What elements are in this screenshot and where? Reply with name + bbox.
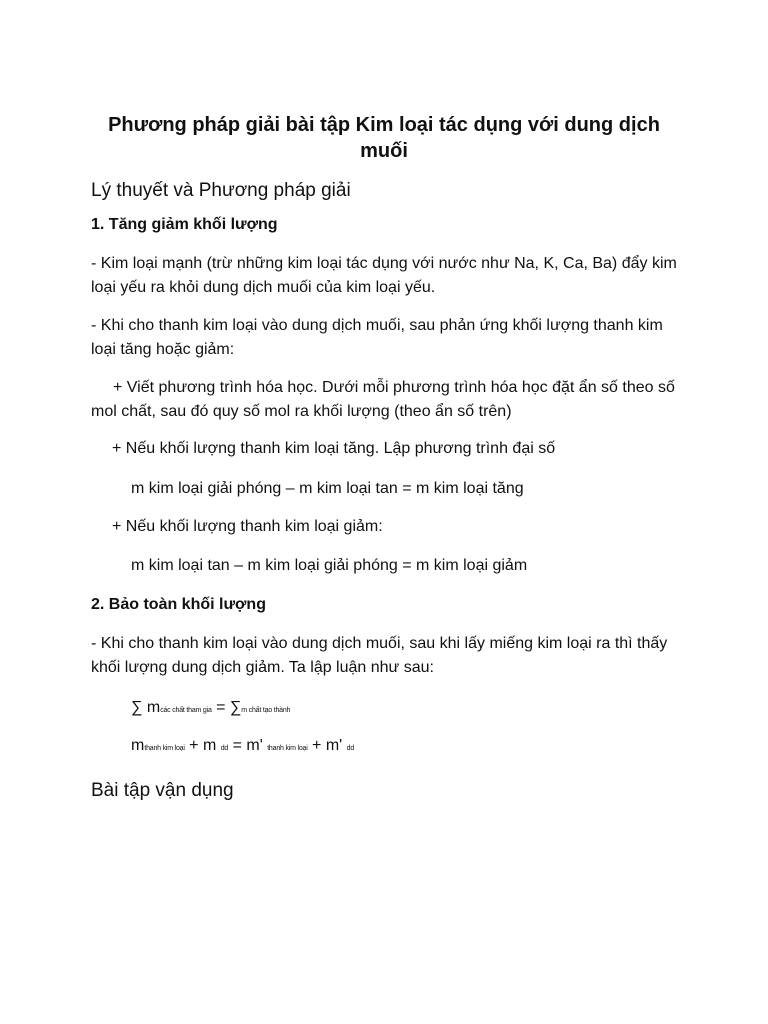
- case-decrease: + Nếu khối lượng thanh kim loại giảm:: [112, 518, 383, 535]
- paragraph-metal-bar: - Khi cho thanh kim loại vào dung dịch muối, sau phản ứng khối lượng thanh kim loại tăng hoặc giảm:: [91, 317, 663, 358]
- equation-mass-balance: [131, 735, 354, 760]
- eq2-m: m: [131, 737, 145, 754]
- eq1-sum: ∑ m: [131, 699, 161, 716]
- equation-sum: [131, 697, 290, 722]
- eq2-sub-dd-after: dd: [346, 745, 355, 752]
- paragraph-strong-metal: - Kim loại mạnh (trừ những kim loại tác dụng với nước như Na, K, Ca, Ba) đẩy kim loại yếu ra khỏi dung dịch muối của kim loại yếu.: [91, 255, 677, 296]
- paragraph-write-equation: + Viết phương trình hóa học. Dưới mỗi phương trình hóa học đặt ẩn số theo số mol chất, sau đó quy số mol ra khối lượng (theo ẩn số trên): [91, 379, 675, 420]
- eq1-sub-products: m chất tạo thành: [241, 707, 291, 714]
- eq2-plus-m: + m: [184, 737, 221, 754]
- eq1-sub-reactants: các chất tham gia: [160, 707, 212, 714]
- heading-part1: 1. Tăng giảm khối lượng: [91, 216, 278, 233]
- section-heading-theory: Lý thuyết và Phương pháp giải: [91, 180, 351, 201]
- section-heading-exercises: Bài tập vận dụng: [91, 780, 234, 801]
- heading-part2: 2. Bảo toàn khối lượng: [91, 596, 266, 613]
- eq2-plus-m-after: + m': [307, 737, 347, 754]
- paragraph-conservation: - Khi cho thanh kim loại vào dung dịch muối, sau khi lấy miếng kim loại ra thì thấy khối lượng dung dịch giảm. Ta lập luận như sau:: [91, 635, 668, 676]
- eq2-equals: = m': [228, 737, 268, 754]
- page-title: Phương pháp giải bài tập Kim loại tác dụng với dung dịch muối: [108, 114, 660, 162]
- formula-decrease: m kim loại tan – m kim loại giải phóng = m kim loại giảm: [131, 557, 528, 574]
- formula-increase: m kim loại giải phóng – m kim loại tan = m kim loại tăng: [131, 480, 524, 497]
- eq2-sub-bar-after: thanh kim loại: [267, 745, 308, 752]
- eq2-sub-dd: dd: [220, 745, 229, 752]
- case-increase: + Nếu khối lượng thanh kim loại tăng. Lập phương trình đại số: [112, 440, 556, 457]
- eq2-sub-bar: thanh kim loại: [144, 745, 185, 752]
- eq1-equals: = ∑: [211, 699, 242, 716]
